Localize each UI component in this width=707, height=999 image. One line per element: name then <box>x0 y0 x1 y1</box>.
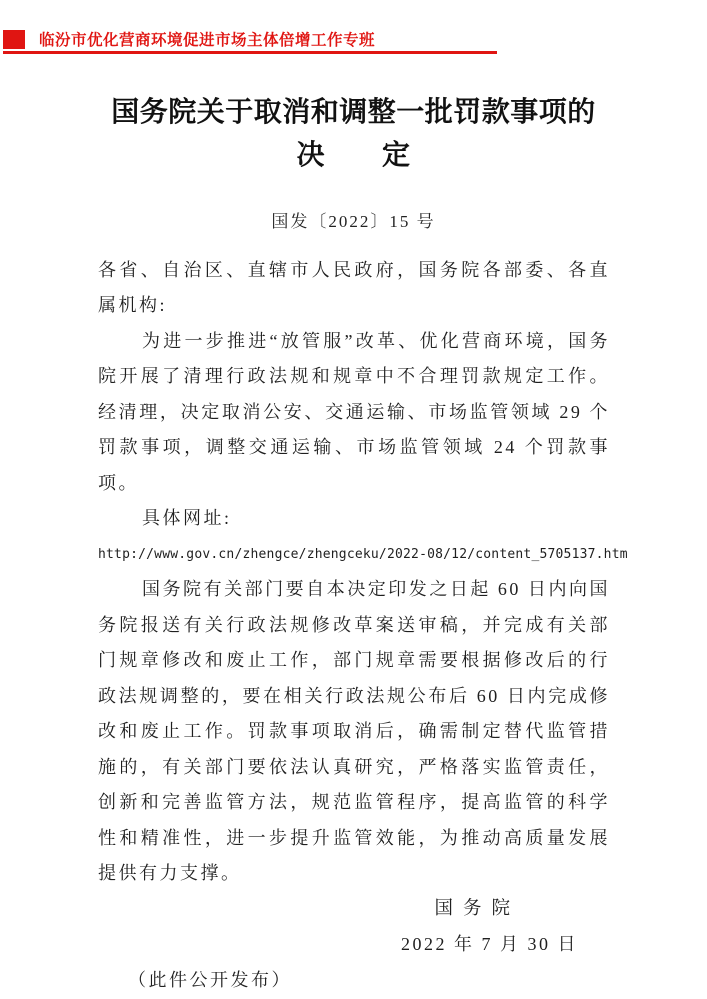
document-url: http://www.gov.cn/zhengce/zhengceku/2022-08/12/content_5705137.htm <box>98 546 628 562</box>
paragraph-reform: 为进一步推进“放管服”改革、优化营商环境，国务院开展了清理行政法规和规章中不合理罚款规定工作。经清理，决定取消公安、交通运输、市场监管领域 29 个罚款事项，调整交通运输、市场监管领域 24 个罚款事项。 <box>98 330 610 493</box>
masthead-rule <box>3 51 497 54</box>
document-number: 国发〔2022〕15 号 <box>271 211 436 231</box>
document-title-line2: 决 定 <box>296 139 411 171</box>
paragraph-implementation: 国务院有关部门要自本决定印发之日起 60 日内向国务院报送有关行政法规修改草案送审稿，并完成有关部门规章修改和废止工作，部门规章需要根据修改后的行政法规调整的，要在相关行政法规公布后 60 日内完成修改和废止工作。罚款事项取消后，确需制定替代监管措施的，有关部门要依法认真研究，严格落实监管责任，创新和完善监管方法，规范监管程序，提高监管的科学性和精准性，进一步提升监管效能，为推动高质量发展提供有力支撑。 <box>98 579 610 883</box>
red-square-icon <box>3 30 25 49</box>
masthead-row <box>0 29 707 49</box>
document-content <box>98 253 628 999</box>
document-title-line1: 国务院关于取消和调整一批罚款事项的 <box>111 96 596 128</box>
signature-signer: 国务院 <box>434 898 520 919</box>
document-body <box>0 91 707 999</box>
publish-note: （此件公开发布） <box>128 969 292 990</box>
masthead-title: 临汾市优化营商环境促进市场主体倍增工作专班 <box>39 32 376 49</box>
document-title <box>40 91 667 177</box>
salutation: 各省、自治区、直辖市人民政府，国务院各部委、各直属机构: <box>98 259 610 315</box>
masthead <box>0 0 707 54</box>
web-address-label: 具体网址: <box>142 508 232 528</box>
signature-date: 2022 年 7 月 30 日 <box>401 934 578 954</box>
